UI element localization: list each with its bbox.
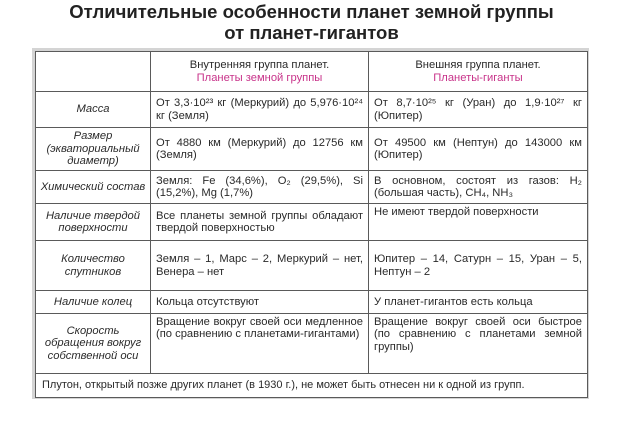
inner-group-header bbox=[151, 52, 369, 92]
table-row bbox=[36, 171, 588, 204]
cell-outer-rotation: Вращение вокруг своей оси быстрое (по сравнению с планетами земной группы) bbox=[369, 314, 588, 374]
cell-inner-mass: От 3,3·10²³ кг (Меркурий) до 5,976·10²⁴ кг (Земля) bbox=[151, 92, 369, 128]
cell-outer-rings: У планет-гигантов есть кольца bbox=[369, 291, 588, 314]
cell-inner-rotation: Вращение вокруг своей оси медленное (по сравнению с планетами-гигантами) bbox=[151, 314, 369, 374]
cell-inner-satellites: Земля – 1, Марс – 2, Меркурий – нет, Венера – нет bbox=[151, 241, 369, 291]
cell-outer-surface: Не имеют твердой поверхности bbox=[369, 204, 588, 241]
inner-group-subtitle: Планеты земной группы bbox=[196, 71, 323, 84]
inner-group-title: Внутренняя группа планет. bbox=[189, 59, 330, 72]
cell-outer-size: От 49500 км (Нептун) до 143000 км (Юпитер) bbox=[369, 128, 588, 171]
table-row bbox=[36, 128, 588, 171]
row-label-surface: Наличие твердой поверхности bbox=[36, 204, 151, 241]
row-label-rings: Наличие колец bbox=[36, 291, 151, 314]
outer-group-title: Внешняя группа планет. bbox=[415, 59, 541, 72]
cell-outer-mass: От 8,7·10²⁵ кг (Уран) до 1,9·10²⁷ кг (Юпитер) bbox=[369, 92, 588, 128]
table-footer-row bbox=[36, 374, 588, 398]
row-label-rotation: Скорость обращения вокруг собственной оси bbox=[36, 314, 151, 374]
outer-group-header bbox=[369, 52, 588, 92]
table-row bbox=[36, 241, 588, 291]
cell-outer-composition: В основном, состоят из газов: H₂ (большая часть), CH₄, NH₃ bbox=[369, 171, 588, 204]
table-row bbox=[36, 291, 588, 314]
comparison-table bbox=[35, 51, 588, 398]
cell-outer-satellites: Юпитер – 14, Сатурн – 15, Уран – 5, Нептун – 2 bbox=[369, 241, 588, 291]
page-title bbox=[0, 1, 623, 43]
table-header-row bbox=[36, 52, 588, 92]
title-line-2: от планет-гигантов bbox=[224, 22, 399, 43]
cell-inner-rings: Кольца отсутствуют bbox=[151, 291, 369, 314]
row-label-mass: Масса bbox=[36, 92, 151, 128]
cell-inner-surface: Все планеты земной группы обладают твердой поверхностью bbox=[151, 204, 369, 241]
footer-note: Плутон, открытый позже других планет (в 1930 г.), не может быть отнесен ни к одной из групп. bbox=[36, 374, 588, 398]
title-line-1: Отличительные особенности планет земной группы bbox=[69, 1, 554, 22]
table-frame bbox=[32, 48, 589, 399]
row-label-satellites: Количество спутников bbox=[36, 241, 151, 291]
table-row bbox=[36, 204, 588, 241]
cell-inner-size: От 4880 км (Меркурий) до 12756 км (Земля) bbox=[151, 128, 369, 171]
row-label-composition: Химический состав bbox=[36, 171, 151, 204]
outer-group-subtitle: Планеты-гиганты bbox=[433, 71, 523, 84]
corner-cell bbox=[36, 52, 151, 92]
cell-inner-composition: Земля: Fe (34,6%), O₂ (29,5%), Si (15,2%), Mg (1,7%) bbox=[151, 171, 369, 204]
table-row bbox=[36, 314, 588, 374]
table-row bbox=[36, 92, 588, 128]
row-label-size: Размер (экваториальный диаметр) bbox=[36, 128, 151, 171]
